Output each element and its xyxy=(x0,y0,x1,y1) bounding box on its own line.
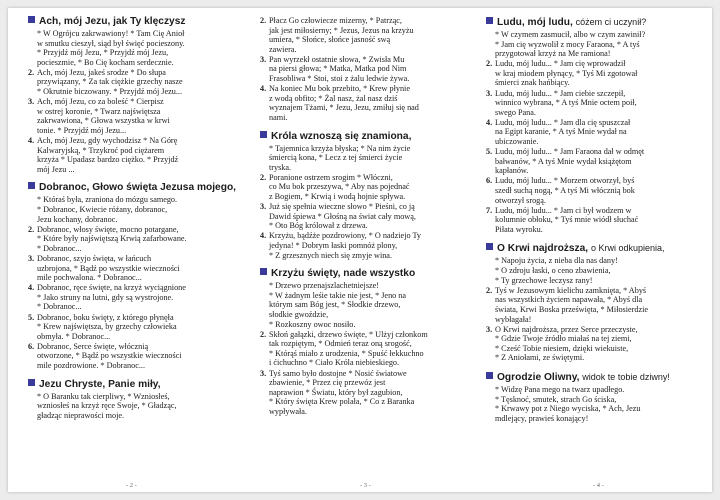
verse-line: co Mu bok przeszywa, * Aby nas pojednać xyxy=(269,182,410,192)
verse-text xyxy=(37,283,240,312)
verse-line: Już się spełnia wieczne słowo * Pieśni, co ją xyxy=(269,202,415,212)
verse-number: 2. xyxy=(260,172,267,182)
verse-number: 5. xyxy=(486,147,493,157)
page-column-3 xyxy=(260,16,472,478)
verse-line: * Widzę Pana mego na twarz upadłego. xyxy=(495,385,625,394)
verse-number xyxy=(486,256,495,285)
song-title xyxy=(486,16,700,29)
verse xyxy=(28,29,240,67)
verse-line: w smutku cieszył, siąd był święć pocieszony. xyxy=(37,38,185,48)
verse xyxy=(260,144,472,173)
verse-line: swego Pana. xyxy=(495,107,536,117)
verse xyxy=(28,313,240,342)
verse-line: * Drzewo przenajszlachetniejsze! xyxy=(269,281,380,291)
bullet-square-icon xyxy=(486,372,493,379)
verse-text xyxy=(37,195,240,224)
verse-line: * Którąś miało z urodzenia, * Spuść łekkuchno xyxy=(269,348,424,358)
verse-line: Ach, mój Jezu, jakeś srodze * Do słupa xyxy=(37,67,166,77)
verse-line: * Które były najświętszą Krwią zafarbowane. xyxy=(37,234,187,244)
verse-line: którym sam Bóg jest, * Słodkie drzewo, xyxy=(269,300,401,310)
song-title xyxy=(28,16,240,28)
verse-line: * Tajemnica krzyża błyska; * Na nim życie xyxy=(269,143,411,153)
verse-number xyxy=(28,195,37,224)
song-block xyxy=(28,16,240,174)
bullet-square-icon xyxy=(28,182,35,189)
verse-line: otworzył srogą. xyxy=(495,195,546,205)
song-title-continuation: o Krwi odkupienia, xyxy=(590,243,665,254)
verse-line: tonie. * Przyjdź mój Jezu... xyxy=(37,125,127,135)
song-block xyxy=(28,379,240,421)
song-title xyxy=(28,379,240,391)
verse-line: zakrwawiona, * Głowa wszystka w krwi xyxy=(37,116,170,126)
song-block xyxy=(486,371,700,423)
verse-line: Skłoń gałązki, drzewo święte, * Ulżyj członkom xyxy=(269,329,428,339)
verse-line: Ludu, mój ludu... * Jam ciebie szczepił, xyxy=(495,88,626,98)
verse-line: mile pozdrowione. * Dobranoc... xyxy=(37,361,146,370)
verse-line: O Krwi najdroższa, przez Serce przeczyste, xyxy=(495,324,638,334)
verse-line: * Dobranoc... xyxy=(37,302,82,312)
verse-number: 6. xyxy=(486,176,493,186)
verse-line: Tyś w Jezusowym kielichu zamknięta, * Abyś xyxy=(495,285,647,295)
verse-text xyxy=(495,30,700,59)
song-title-text: Krzyżu święty, nade wszystko xyxy=(271,268,416,280)
song-title-continuation: cóżem ci uczynił? xyxy=(575,17,647,27)
verse-line: w kraj miodem płynący, * Tyś Mi zgotował xyxy=(495,68,638,78)
verse-text xyxy=(269,330,472,368)
song-title-text: O Krwi najdroższa, xyxy=(497,243,589,255)
page-number-3: - 3 - xyxy=(360,482,371,489)
song-block xyxy=(260,16,472,123)
verse-number: 3. xyxy=(260,202,267,212)
verse-line: Jezu kochany, dobranoc. xyxy=(37,214,118,224)
verse-number: 2. xyxy=(260,329,267,339)
verse xyxy=(28,283,240,312)
verse-text xyxy=(495,206,700,235)
song-title xyxy=(260,131,472,143)
song-title-text: Króla wznoszą się znamiona, xyxy=(271,130,412,142)
page-column-4 xyxy=(486,16,700,478)
verse-line: * Przyjdź mój Jezu, * Przyjdź mój Jezu, xyxy=(37,48,169,58)
verse-number: 5. xyxy=(28,312,35,322)
verse-line: * Ty grzechowe leczysz rany! xyxy=(495,275,593,285)
verse-line: * Z grzesznych niech się zmyje wina. xyxy=(269,250,392,260)
verse-line: i ćichuchno * Ciało Króla niebieskiego. xyxy=(269,358,400,368)
verse xyxy=(486,59,700,88)
verse-text xyxy=(269,173,472,202)
verse-text xyxy=(495,118,700,147)
verse xyxy=(486,286,700,324)
verse-text xyxy=(495,147,700,176)
song-block xyxy=(260,131,472,261)
verse-line: świata, Krwi Boska prześwięta, * Miłosierdzie xyxy=(495,304,649,314)
verse-number xyxy=(486,385,495,423)
verse xyxy=(486,89,700,118)
verse-line: * Któraś była, zraniona do mózgu samego. xyxy=(37,195,178,205)
verse xyxy=(486,30,700,59)
verse-line: Dobranoc, szyjo święta, w łańcuch xyxy=(37,253,152,263)
verse-number: 4. xyxy=(260,231,267,241)
verse-line: * O Baranku tak cierpliwy, * Wzniosłeś, xyxy=(37,391,170,401)
verse-line: * Tęsknoć, smutek, strach Go ściska, xyxy=(495,394,617,404)
verse-number: 2. xyxy=(28,67,35,77)
verse-line: jedyna! * Dobrym łaski pomnóż plony, xyxy=(269,240,398,250)
verse-line: na piersi głowa; * Matka, Matka pod Nim xyxy=(269,64,407,74)
verse-line: uzbrojona, * Bądź po wszystkie wieczności xyxy=(37,263,180,273)
verse-line: tak rozpiętym, * Odmień teraz oną srogość, xyxy=(269,339,412,349)
verse-line: gładząc nieprawości moje. xyxy=(37,410,125,420)
verse-line: * Dobranoc... xyxy=(37,243,82,253)
verse-number xyxy=(28,392,37,421)
verse-line: słodkie gwoździe, xyxy=(269,309,329,319)
verse-line: Ludu, mój ludu... * Jam dla cię spuszczał xyxy=(495,117,631,127)
song-title xyxy=(260,268,472,280)
song-title-text: Ludu, mój ludu, xyxy=(497,17,573,28)
verse xyxy=(486,325,700,363)
verse xyxy=(28,342,240,371)
verse-line: otworzone, * Bądź po wszystkie wieczności xyxy=(37,351,182,361)
verse-number xyxy=(486,30,495,59)
verse-line: jak jest miłosierny; * Jezus, Jezus na krzyżu xyxy=(269,25,414,35)
verse-line: kapłanów. xyxy=(495,166,529,176)
verse-line: * Dobranoc, Kwiecie różany, dobranoc, xyxy=(37,205,168,214)
song-title-text: Jezu Chryste, Panie miły, xyxy=(39,378,161,390)
verse-line: bałwanów, * A tyś Mnie wydał książętom xyxy=(495,156,632,166)
verse xyxy=(260,231,472,260)
verse-text xyxy=(495,89,700,118)
verse xyxy=(260,330,472,368)
song-title xyxy=(28,182,240,194)
verse xyxy=(28,195,240,224)
verse-line: * Jako struny na lutni, gdy są wystrojone. xyxy=(37,292,174,302)
verse-line: zawiera. xyxy=(269,44,297,54)
verse-line: Ludu, mój ludu... * Jam ci był wodzem w xyxy=(495,205,632,215)
verse-line: na Egipt karanie, * A tyś Mnie wydał na xyxy=(495,127,627,137)
verse-number: 3. xyxy=(260,54,267,64)
verse-line: kolumnie obłoku, * Tyś mnie wiódł słuchać xyxy=(495,215,639,225)
song-title-text: Dobranoc, Głowo święta Jezusa mojego, xyxy=(39,182,236,194)
verse-text xyxy=(37,225,240,254)
verse-line: * Krew najświętsza, by grzechy człowieka xyxy=(37,322,177,332)
song-block xyxy=(28,182,240,370)
verse-number: 3. xyxy=(260,368,267,378)
bullet-square-icon xyxy=(260,268,267,275)
verse-line: Dobranoc, Serce święte, włócznią xyxy=(37,341,149,351)
verse-number: 7. xyxy=(486,205,493,215)
verse-line: Ach, mój Jezu, gdy wychodzisz * Na Górę xyxy=(37,136,178,146)
verse-line: Krzyżu, bądźże pozdrowiony, * O nadziejo Ty xyxy=(269,231,421,241)
bullet-square-icon xyxy=(28,16,35,23)
song-block xyxy=(486,16,700,234)
verse-text xyxy=(37,136,240,174)
verse-number: 4. xyxy=(28,283,35,293)
verse-line: śmierci znak hańbiący. xyxy=(495,78,570,88)
verse-line: Płacz Go człowiecze mizerny, * Patrząc, xyxy=(269,16,402,25)
page-number-4: - 4 - xyxy=(593,482,604,489)
verse-text xyxy=(37,342,240,371)
verse xyxy=(28,392,240,421)
verse-text xyxy=(37,392,240,421)
verse xyxy=(260,16,472,54)
verse xyxy=(486,118,700,147)
verse-line: Tyś samo było dostojne * Nosić światowe xyxy=(269,368,407,378)
verse-text xyxy=(37,68,240,97)
verse-text xyxy=(495,256,700,285)
bullet-square-icon xyxy=(486,17,493,24)
verse xyxy=(260,202,472,231)
verse-number: 2. xyxy=(486,59,493,69)
verse-line: mdlejący, prawieś konający! xyxy=(495,413,589,423)
verse-line: * Który święta Krew polała, * Co z Baranka xyxy=(269,397,415,407)
verse-number xyxy=(260,144,269,173)
verse-line: Ach, mój Jezu, co za boleść * Cierpisz xyxy=(37,97,164,107)
verse-number: 6. xyxy=(28,341,35,351)
verse xyxy=(28,254,240,283)
verse-text xyxy=(269,144,472,173)
verse-line: z Bogiem, * Krwią i wodą hojnie spływa. xyxy=(269,192,406,201)
verse-line: nas wszystkich życiem napawała, * Abyś dla xyxy=(495,295,643,305)
song-title-text: Ogrodzie Oliwny, xyxy=(497,372,580,383)
verse-text xyxy=(495,176,700,205)
verse-text xyxy=(269,281,472,329)
verse-line: mój Jezu ... xyxy=(37,164,75,174)
verse-number xyxy=(260,281,269,329)
page-number-2: - 2 - xyxy=(126,482,137,489)
verse-line: * W żadnym leśie takie nie jest, * Jeno na xyxy=(269,290,407,300)
verse-line: śmiercią kona, * Lecz z tej śmierci życie xyxy=(269,153,403,163)
song-block xyxy=(486,242,700,363)
verse-line: Ludu, mój ludu... * Morzem otworzył, byś xyxy=(495,176,635,186)
verse-text xyxy=(37,29,240,67)
song-title xyxy=(486,242,700,255)
verse-text xyxy=(37,313,240,342)
verse-line: Dobranoc, ręce święte, na krzyż wyciągnione xyxy=(37,283,186,293)
verse xyxy=(486,206,700,235)
verse xyxy=(28,136,240,174)
verse-line: Poranione ostrzem srogim * Włóczni, xyxy=(269,172,393,182)
verse xyxy=(260,84,472,122)
verse-line: przygotował krzyż na Me ramiona! xyxy=(495,49,611,59)
verse xyxy=(260,173,472,202)
verse xyxy=(486,256,700,285)
verse-line: zbawienie, * Przez cię przewóz jest xyxy=(269,378,386,388)
verse-line: umiera, * Słońce, słońce jasność swą xyxy=(269,35,391,45)
verse-number xyxy=(28,29,37,67)
verse-line: * Gdzie Twoje źródło miałaś na tej ziemi, xyxy=(495,334,632,344)
verse-text xyxy=(495,59,700,88)
verse-text xyxy=(495,325,700,363)
verse-line: * W czymem zasmucił, albo w czym zawinił? xyxy=(495,30,646,39)
verse xyxy=(260,55,472,84)
verse-text xyxy=(495,385,700,423)
verse-line: Kalwaryjską, * Trzykroć pod ciężarem xyxy=(37,145,165,155)
verse-text xyxy=(37,97,240,135)
verse-number: 4. xyxy=(28,136,35,146)
verse-line: * Napoju życia, z nieba dla nas dany! xyxy=(495,256,618,266)
verse-line: mile pochwalona. * Dobranoc... xyxy=(37,273,142,283)
verse-number: 2. xyxy=(486,285,493,295)
verse-line: w ostrej koronie, * Twarz najświętsza xyxy=(37,106,161,116)
verse-line: wypływała. xyxy=(269,406,307,416)
verse-number: 2. xyxy=(260,16,267,25)
verse-line: Dobranoc, boku święty, z którego płynęła xyxy=(37,312,174,322)
verse-line: winnico wybrana, * A tyś Mnie octem poił, xyxy=(495,98,637,108)
song-block xyxy=(260,268,472,416)
verse-line: ubiczowanie. xyxy=(495,137,539,147)
song-title-continuation: widok te tobie dziwny! xyxy=(582,372,670,382)
verse xyxy=(486,176,700,205)
verse-text xyxy=(269,231,472,260)
verse-line: * Z Aniołami, ze świętymi. xyxy=(495,353,585,363)
song-title xyxy=(486,371,700,384)
verse-line: * O zdroju łaski, o ceno zbawienia, xyxy=(495,266,611,276)
verse-text xyxy=(37,254,240,283)
verse-line: * Okrutnie biczowany. * Przyjdź mój Jezu... xyxy=(37,87,182,97)
verse-number: 2. xyxy=(28,224,35,234)
verse-line: Frasobliwa * Stoi, stoi z żalu ledwie żywa. xyxy=(269,74,410,84)
verse-line: nami. xyxy=(269,112,288,122)
verse-text xyxy=(269,369,472,417)
verse-line: pocieszmie, * Bo Cię kocham serdecznie. xyxy=(37,57,174,67)
verse-line: Dawid śpiewa * Głośną na świat cały mową, xyxy=(269,211,416,221)
verse-line: krzyża * Upadasz bardzo ciężko. * Przyjdź xyxy=(37,155,179,165)
verse-number: 3. xyxy=(28,97,35,107)
verse-text xyxy=(269,202,472,231)
verse xyxy=(28,68,240,97)
verse-line: Pan wyrzekł ostatnie słowa, * Zwisła Mu xyxy=(269,54,405,64)
verse-line: Na koniec Mu bok przebito, * Krew płynie xyxy=(269,84,410,94)
verse xyxy=(28,225,240,254)
verse-line: wzniosłeś na krzyż ręce Swoje, * Gładząc, xyxy=(37,401,177,411)
verse-line: tryska. xyxy=(269,162,292,172)
bullet-square-icon xyxy=(486,243,493,250)
verse-line: Piłata wyroku. xyxy=(495,224,543,234)
verse-line: naprawion * Światu, który był zagubion, xyxy=(269,387,403,397)
verse xyxy=(486,147,700,176)
verse xyxy=(486,385,700,423)
verse xyxy=(260,281,472,329)
verse-line: Ludu, mój ludu... * Jam cię wprowadził xyxy=(495,59,626,69)
verse-line: wyznajem Tżami, * Jezu, Jezu, zmiłuj się nad xyxy=(269,103,419,113)
verse-line: * Rozkoszny owoc nosiło. xyxy=(269,319,356,329)
verse-text xyxy=(495,286,700,324)
verse-line: Dobranoc, włosy święte, mocno potargane, xyxy=(37,224,179,234)
verse-text xyxy=(269,55,472,84)
verse xyxy=(260,369,472,417)
verse-line: z wodą obfito; * Żal nasz, żal nasz dziś xyxy=(269,93,398,103)
verse-line: * Jam cię wyzwolił z mocy Faraona, * A tyś xyxy=(495,39,640,49)
verse-line: Ludu, mój ludu... * Jam Faraona dał w odmęt xyxy=(495,147,645,157)
verse-line: * Krwawy pot z Niego wyciska, * Ach, Jezu xyxy=(495,404,641,414)
bullet-square-icon xyxy=(28,379,35,386)
verse-line: * Cześć Tobie niesiem, dzięki wiekuiste, xyxy=(495,343,629,353)
bullet-square-icon xyxy=(260,131,267,138)
verse-number: 3. xyxy=(486,324,493,334)
song-title-text: Ach, mój Jezu, jak Ty klęczysz xyxy=(39,16,186,27)
verse-line: * W Ogrójcu zakrwawiony! * Tam Cię Anioł xyxy=(37,29,185,38)
booklet-sheet xyxy=(8,8,712,492)
verse-line: obmyła. * Dobranoc... xyxy=(37,331,111,341)
verse-text xyxy=(269,84,472,122)
verse-line: przywiązany, * Za tak ciężkie grzechy nasze xyxy=(37,77,183,87)
verse-line: * Oto Bóg królował z drzewa. xyxy=(269,221,368,231)
verse-text xyxy=(269,16,472,54)
page-column-2 xyxy=(28,16,240,478)
verse-line: wybłagała! xyxy=(495,314,532,324)
verse-number: 3. xyxy=(28,253,35,263)
verse-line: szedł suchą nogą, * A tyś Mi włócznią bok xyxy=(495,186,635,195)
verse-number: 4. xyxy=(260,84,267,94)
verse xyxy=(28,97,240,135)
verse-number: 3. xyxy=(486,88,493,98)
verse-number: 4. xyxy=(486,117,493,127)
